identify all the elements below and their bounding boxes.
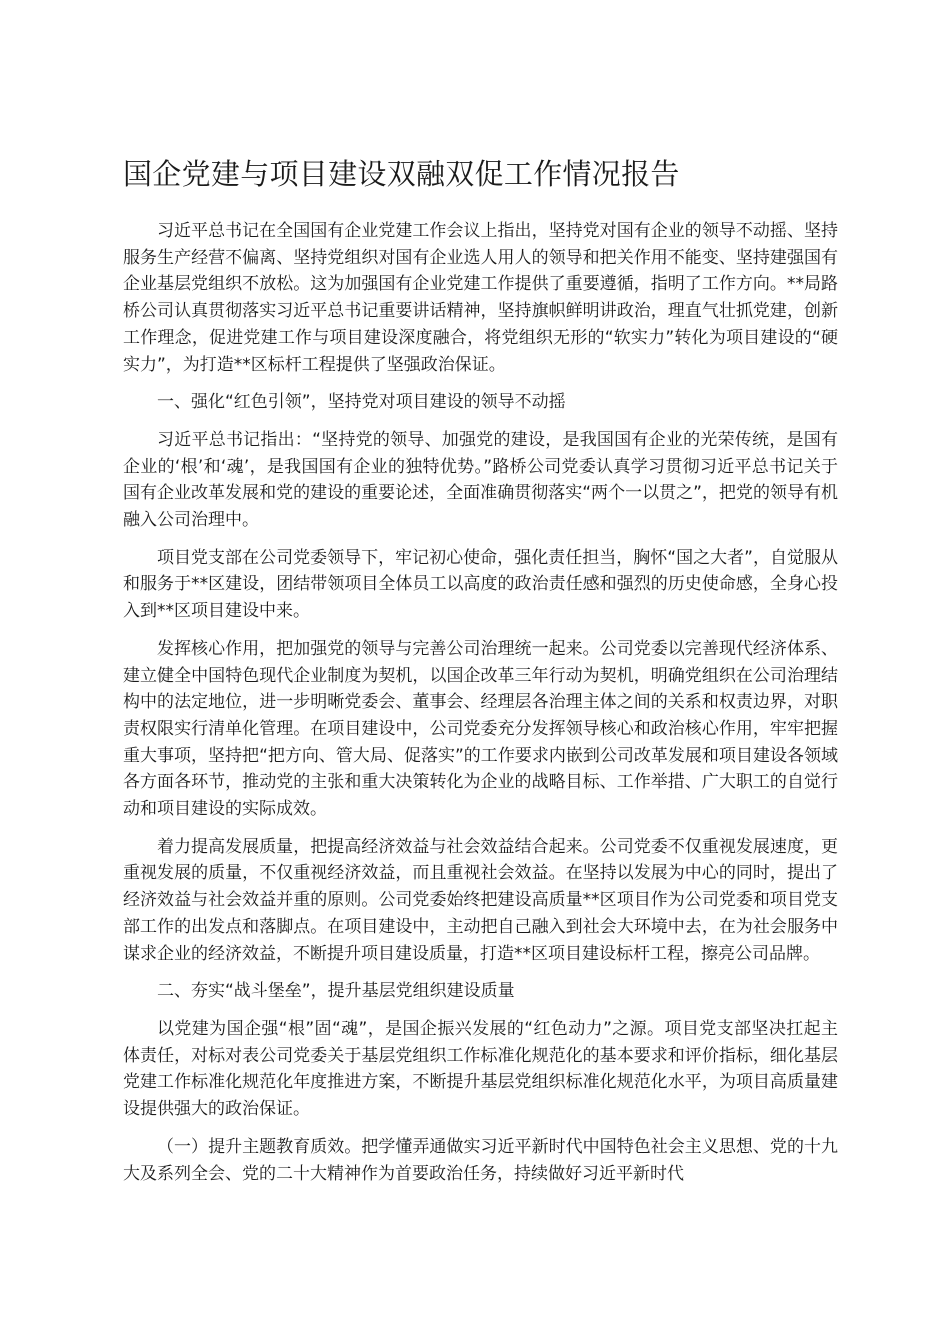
paragraph: 项目党支部在公司党委领导下，牢记初心使命，强化责任担当，胸怀“国之大者”，自觉服从和服务于**区建设，团结带领项目全体员工以高度的政治责任感和强烈的历史使命感，全身心投入到**区项目建设中来。 (123, 547, 838, 622)
paragraph: 以党建为国企强“根”固“魂”，是国企振兴发展的“红色动力”之源。项目党支部坚决扛起主体责任，对标对表公司党委关于基层党组织工作标准化规范化的基本要求和评价指标，细化基层党建工作标准化规范化年度推进方案，不断提升基层党组织标准化规范化水平，为项目高质量建设提供强大的政治保证。 (123, 1018, 838, 1120)
paragraph: 发挥核心作用，把加强党的领导与完善公司治理统一起来。公司党委以完善现代经济体系、建立健全中国特色现代企业制度为契机，以国企改革三年行动为契机，明确党组织在公司治理结构中的法定地位，进一步明晰党委会、董事会、经理层各治理主体之间的关系和权责边界，对职责权限实行清单化管理。在项目建设中，公司党委充分发挥领导核心和政治核心作用，牢牢把握重大事项，坚持把“把方向、管大局、促落实”的工作要求内嵌到公司改革发展和项目建设各领域各方面各环节，推动党的主张和重大决策转化为企业的战略目标、工作举措、广大职工的自觉行动和项目建设的实际成效。 (123, 638, 838, 820)
paragraph: 习近平总书记指出：“坚持党的领导、加强党的建设，是我国国有企业的光荣传统，是国有企业的‘根’和‘魂’，是我国国有企业的独特优势。”路桥公司党委认真学习贯彻习近平总书记关于国有企业改革发展和党的建设的重要论述，全面准确贯彻落实“两个一以贯之”，把党的领导有机融入公司治理中。 (123, 429, 838, 531)
section-heading-1: 一、强化“红色引领”，坚持党对项目建设的领导不动摇 (157, 392, 566, 413)
paragraph: 着力提高发展质量，把提高经济效益与社会效益结合起来。公司党委不仅重视发展速度，更重视发展的质量，不仅重视经济效益，而且重视社会效益。在坚持以发展为中心的同时，提出了经济效益与社会效益并重的原则。公司党委始终把建设高质量**区项目作为公司党委和项目党支部工作的出发点和落脚点。在项目建设中，主动把自己融入到社会大环境中去，在为社会服务中谋求企业的经济效益，不断提升项目建设质量，打造**区项目建设标杆工程，擦亮公司品牌。 (123, 836, 838, 964)
section-heading-2: 二、夯实“战斗堡垒”，提升基层党组织建设质量 (157, 981, 515, 1002)
paragraph-subsection-1: （一）提升主题教育质效。把学懂弄通做实习近平新时代中国特色社会主义思想、党的十九大及系列全会、党的二十大精神作为首要政治任务，持续做好习近平新时代 (123, 1136, 838, 1184)
paragraph-intro: 习近平总书记在全国国有企业党建工作会议上指出，坚持党对国有企业的领导不动摇、坚持服务生产经营不偏离、坚持党组织对国有企业选人用人的领导和把关作用不能变、坚持建强国有企业基层党组织不放松。这为加强国有企业党建工作提供了重要遵循，指明了工作方向。**局路桥公司认真贯彻落实习近平总书记重要讲话精神，坚持旗帜鲜明讲政治，理直气壮抓党建，创新工作理念，促进党建工作与项目建设深度融合，将党组织无形的“软实力”转化为项目建设的“硬实力”，为打造**区标杆工程提供了坚强政治保证。 (123, 221, 838, 375)
document-title: 国企党建与项目建设双融双促工作情况报告 (123, 157, 680, 191)
